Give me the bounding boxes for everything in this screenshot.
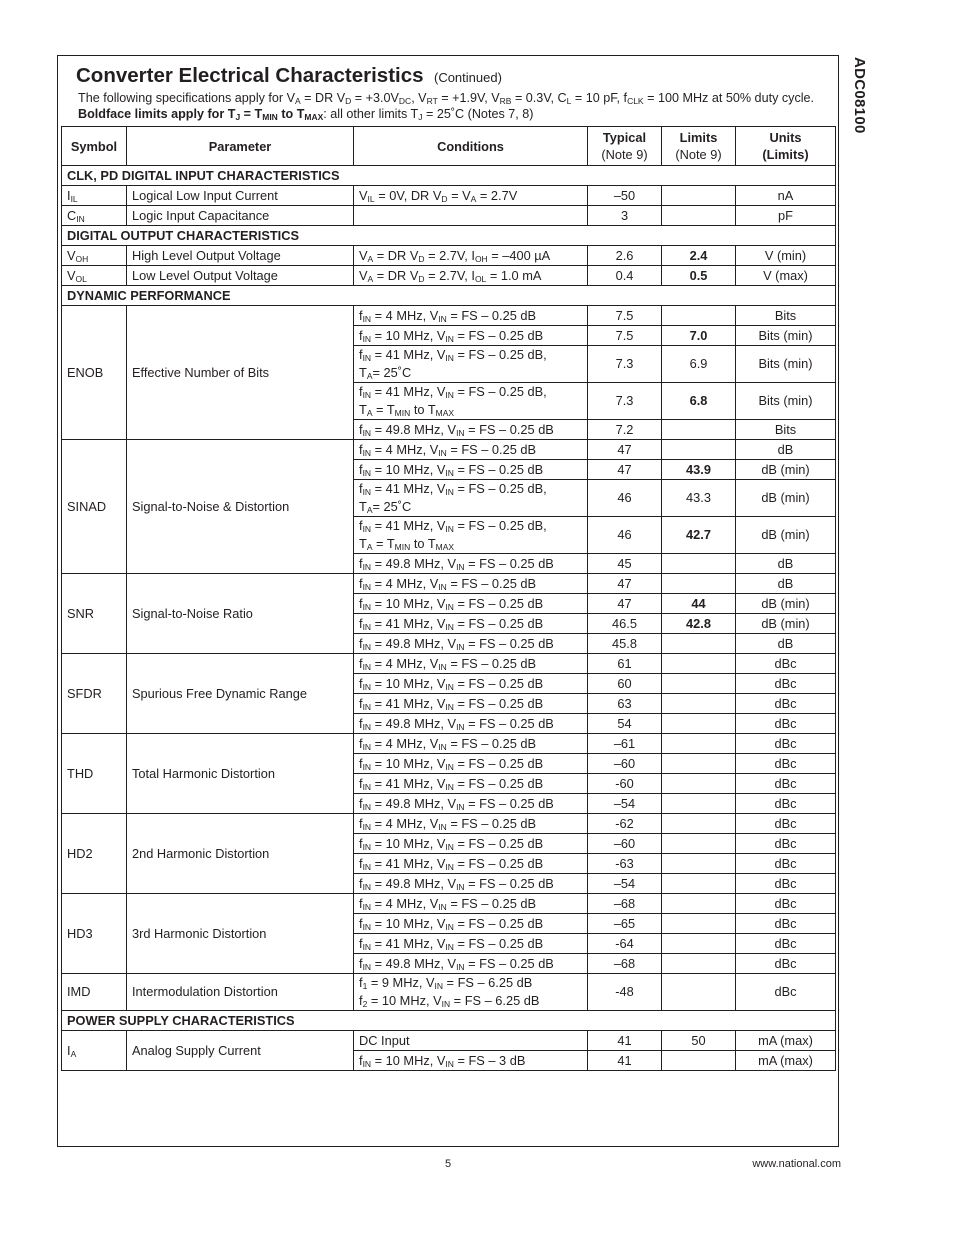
conditions-cell: $f_{IN} = 49.8$ MHz, $V_{IN}$ = FS – 0.25 dB [354,714,588,734]
parameter-cell: 2nd Harmonic Distortion [127,814,354,894]
units-cell: V (min) [736,246,836,266]
conditions-cell: $f_{IN} = 41$ MHz, $V_{IN}$ = FS – 0.25 dB [354,934,588,954]
limits-cell: 43.9 [662,460,736,480]
conditions-cell: $f_{IN} = 4$ MHz, $V_{IN}$ = FS – 0.25 dB [354,894,588,914]
limits-cell [662,894,736,914]
conditions-cell: $f_{IN} = 41$ MHz, $V_{IN}$ = FS – 0.25 dB, $T_A = T_{MIN}$ to $T_{MAX}$ [354,383,588,420]
limits-cell: 50 [662,1031,736,1051]
limits-cell [662,714,736,734]
typical-cell: 7.3 [588,383,662,420]
limits-cell: 43.3 [662,480,736,517]
parameter-cell: Logic Input Capacitance [127,206,354,226]
section-header-row [62,226,836,246]
limits-cell [662,574,736,594]
conditions-cell: $f_{IN} = 10$ MHz, $V_{IN}$ = FS – 0.25 dB [354,460,588,480]
symbol-cell: HD2 [62,814,127,894]
symbol-cell: THD [62,734,127,814]
typical-cell: -63 [588,854,662,874]
units-cell: Bits (min) [736,346,836,383]
typical-cell: 46 [588,480,662,517]
conditions-cell: $f_{IN} = 10$ MHz, $V_{IN}$ = FS – 0.25 dB [354,594,588,614]
conditions-cell: $f_{IN} = 4$ MHz, $V_{IN}$ = FS – 0.25 dB [354,654,588,674]
limits-cell [662,834,736,854]
parameter-cell: High Level Output Voltage [127,246,354,266]
header-parameter: Parameter [127,127,354,166]
typical-cell: -64 [588,934,662,954]
units-cell: mA (max) [736,1031,836,1051]
symbol-cell: $I_{IL}$ [62,186,127,206]
limits-cell: 7.0 [662,326,736,346]
typical-cell: 3 [588,206,662,226]
units-cell: Bits (min) [736,326,836,346]
typical-cell: 47 [588,594,662,614]
limits-cell: 6.8 [662,383,736,420]
conditions-cell: $f_{IN} = 10$ MHz, $V_{IN}$ = FS – 0.25 dB [354,754,588,774]
limits-cell [662,934,736,954]
conditions-cell: $f_{IN} = 10$ MHz, $V_{IN}$ = FS – 3 dB [354,1051,588,1071]
specification-conditions-text: The following specifications apply for $V_A$ = DR $V_D = +3.0V_{DC}$, $V_{RT} = +1.9V$, $V_{RB} = 0.3V$, $C_L = 10$ pF, $f_{CLK} = 100$ MHz at 50% duty cycle. Boldface limits apply for $T_J = T_{MIN}$ to $T_{MAX}$: all other limits $T_J$ = 25˚C (Notes 7, 8) [78,91,815,122]
units-cell: dBc [736,834,836,854]
header-conditions: Conditions [354,127,588,166]
parameter-cell: 3rd Harmonic Distortion [127,894,354,974]
units-cell: V (max) [736,266,836,286]
units-cell: dBc [736,794,836,814]
typical-cell: 46 [588,517,662,554]
typical-cell: 41 [588,1051,662,1071]
conditions-cell: DC Input [354,1031,588,1051]
parameter-cell: Low Level Output Voltage [127,266,354,286]
units-cell: dB (min) [736,480,836,517]
limits-cell [662,754,736,774]
conditions-cell: $f_{IN} = 10$ MHz, $V_{IN}$ = FS – 0.25 dB [354,914,588,934]
typical-cell: 54 [588,714,662,734]
units-cell: dB [736,440,836,460]
units-cell: dBc [736,754,836,774]
limits-cell [662,974,736,1011]
limits-cell [662,206,736,226]
limits-cell [662,874,736,894]
conditions-cell: $f_{IN} = 4$ MHz, $V_{IN}$ = FS – 0.25 dB [354,440,588,460]
table-row [62,1031,836,1051]
table-row [62,206,836,226]
table-row [62,894,836,914]
units-cell: dBc [736,734,836,754]
typical-cell: 7.2 [588,420,662,440]
typical-cell: 45 [588,554,662,574]
conditions-cell: $f_{IN} = 49.8$ MHz, $V_{IN}$ = FS – 0.25 dB [354,420,588,440]
conditions-cell: $f_{IN} = 10$ MHz, $V_{IN}$ = FS – 0.25 dB [354,834,588,854]
table-row [62,814,836,834]
table-row [62,186,836,206]
units-cell: dBc [736,914,836,934]
section-title-cell: DYNAMIC PERFORMANCE [62,286,836,306]
limits-cell [662,654,736,674]
section-title-cell: CLK, PD DIGITAL INPUT CHARACTERISTICS [62,166,836,186]
typical-cell: –65 [588,914,662,934]
typical-cell: 61 [588,654,662,674]
limits-cell [662,854,736,874]
units-cell: Bits [736,420,836,440]
section-header-row [62,286,836,306]
parameter-cell: Spurious Free Dynamic Range [127,654,354,734]
table-header-row [62,127,836,166]
units-cell: dBc [736,894,836,914]
typical-cell: 7.5 [588,326,662,346]
typical-cell: 63 [588,694,662,714]
limits-cell [662,634,736,654]
conditions-cell: $f_{IN} = 4$ MHz, $V_{IN}$ = FS – 0.25 dB [354,814,588,834]
typical-cell: -48 [588,974,662,1011]
section-header-row [62,166,836,186]
website-url: www.national.com [752,1158,841,1170]
units-cell: mA (max) [736,1051,836,1071]
conditions-cell: $V_{IL} = 0V$, DR $V_D = V_A = 2.7V$ [354,186,588,206]
typical-cell: 45.8 [588,634,662,654]
units-cell: dBc [736,934,836,954]
units-cell: dBc [736,654,836,674]
limits-cell [662,694,736,714]
units-cell: dB (min) [736,594,836,614]
header-symbol: Symbol [62,127,127,166]
table-row [62,734,836,754]
table-row [62,266,836,286]
header-units: Units (Limits) [736,127,836,166]
conditions-cell: $f_{IN} = 49.8$ MHz, $V_{IN}$ = FS – 0.25 dB [354,554,588,574]
symbol-cell: $C_{IN}$ [62,206,127,226]
conditions-cell: $f_{IN} = 41$ MHz, $V_{IN}$ = FS – 0.25 dB [354,774,588,794]
conditions-cell: $V_A$ = DR $V_D = 2.7V$, $I_{OL} = 1.0$ mA [354,266,588,286]
typical-cell: -62 [588,814,662,834]
table-row [62,974,836,1011]
conditions-cell: $f_{IN} = 41$ MHz, $V_{IN}$ = FS – 0.25 dB [354,614,588,634]
limits-cell: 44 [662,594,736,614]
typical-cell: –61 [588,734,662,754]
symbol-cell: SFDR [62,654,127,734]
limits-cell [662,186,736,206]
symbol-cell: $V_{OL}$ [62,266,127,286]
units-cell: dBc [736,854,836,874]
parameter-cell: Total Harmonic Distortion [127,734,354,814]
units-cell: Bits (min) [736,383,836,420]
typical-cell: 7.3 [588,346,662,383]
typical-cell: –60 [588,754,662,774]
conditions-cell: $f_1 = 9$ MHz, $V_{IN}$ = FS – 6.25 dB $f_2 = 10$ MHz, $V_{IN}$ = FS – 6.25 dB [354,974,588,1011]
conditions-cell: $f_{IN} = 4$ MHz, $V_{IN}$ = FS – 0.25 dB [354,574,588,594]
conditions-cell: $V_A$ = DR $V_D = 2.7V$, $I_{OH} = -400$ µA [354,246,588,266]
conditions-cell: $f_{IN} = 41$ MHz, $V_{IN}$ = FS – 0.25 dB, $T_A = T_{MIN}$ to $T_{MAX}$ [354,517,588,554]
conditions-cell: $f_{IN} = 49.8$ MHz, $V_{IN}$ = FS – 0.25 dB [354,954,588,974]
units-cell: dBc [736,674,836,694]
limits-cell [662,734,736,754]
symbol-cell: SINAD [62,440,127,574]
units-cell: dB [736,634,836,654]
limits-cell: 0.5 [662,266,736,286]
conditions-cell: $f_{IN} = 10$ MHz, $V_{IN}$ = FS – 0.25 dB [354,326,588,346]
limits-cell [662,1051,736,1071]
limits-cell [662,794,736,814]
table-row [62,246,836,266]
conditions-cell: $f_{IN} = 4$ MHz, $V_{IN}$ = FS – 0.25 dB [354,734,588,754]
units-cell: dBc [736,714,836,734]
typical-cell: 60 [588,674,662,694]
units-cell: dB [736,554,836,574]
part-number-side-label: ADC08100 [851,57,868,134]
typical-cell: –54 [588,874,662,894]
conditions-cell [354,206,588,226]
units-cell: dB (min) [736,460,836,480]
typical-cell: -60 [588,774,662,794]
units-cell: dBc [736,694,836,714]
typical-cell: –68 [588,954,662,974]
limits-cell [662,814,736,834]
typical-cell: –60 [588,834,662,854]
conditions-cell: $f_{IN} = 41$ MHz, $V_{IN}$ = FS – 0.25 dB [354,854,588,874]
limits-cell: 42.8 [662,614,736,634]
header-typical: Typical (Note 9) [588,127,662,166]
limits-cell [662,420,736,440]
title-suffix: (Continued) [433,70,502,85]
typical-cell: –50 [588,186,662,206]
limits-cell [662,954,736,974]
symbol-cell: ENOB [62,306,127,440]
section-title: Converter Electrical Characteristics [76,64,424,87]
limits-cell [662,774,736,794]
parameter-cell: Effective Number of Bits [127,306,354,440]
section-title-block [76,64,502,88]
parameter-cell: Intermodulation Distortion [127,974,354,1011]
electrical-characteristics-table [61,126,836,1071]
units-cell: dB (min) [736,517,836,554]
typical-cell: 2.6 [588,246,662,266]
table-row [62,654,836,674]
header-limits: Limits (Note 9) [662,127,736,166]
units-cell: nA [736,186,836,206]
limits-cell: 6.9 [662,346,736,383]
units-cell: Bits [736,306,836,326]
symbol-cell: HD3 [62,894,127,974]
typical-cell: –54 [588,794,662,814]
typical-cell: 0.4 [588,266,662,286]
units-cell: dBc [736,954,836,974]
table-row [62,306,836,326]
conditions-cell: $f_{IN} = 49.8$ MHz, $V_{IN}$ = FS – 0.25 dB [354,794,588,814]
parameter-cell: Analog Supply Current [127,1031,354,1071]
units-cell: dB (min) [736,614,836,634]
conditions-cell: $f_{IN} = 41$ MHz, $V_{IN}$ = FS – 0.25 dB [354,694,588,714]
limits-cell [662,554,736,574]
typical-cell: 47 [588,460,662,480]
limits-cell: 42.7 [662,517,736,554]
units-cell: dBc [736,814,836,834]
table-body [62,166,836,1071]
units-cell: dBc [736,874,836,894]
conditions-cell: $f_{IN} = 10$ MHz, $V_{IN}$ = FS – 0.25 dB [354,674,588,694]
limits-cell [662,306,736,326]
conditions-cell: $f_{IN} = 49.8$ MHz, $V_{IN}$ = FS – 0.25 dB [354,634,588,654]
section-title-cell: POWER SUPPLY CHARACTERISTICS [62,1011,836,1031]
section-header-row [62,1011,836,1031]
units-cell: pF [736,206,836,226]
conditions-cell: $f_{IN} = 41$ MHz, $V_{IN}$ = FS – 0.25 dB, $T_A=$ 25˚C [354,346,588,383]
limits-cell [662,674,736,694]
page-number: 5 [445,1158,452,1170]
conditions-cell: $f_{IN} = 41$ MHz, $V_{IN}$ = FS – 0.25 dB, $T_A=$ 25˚C [354,480,588,517]
parameter-cell: Logical Low Input Current [127,186,354,206]
parameter-cell: Signal-to-Noise Ratio [127,574,354,654]
units-cell: dBc [736,974,836,1011]
typical-cell: 7.5 [588,306,662,326]
units-cell: dBc [736,774,836,794]
typical-cell: 47 [588,574,662,594]
table-row [62,574,836,594]
symbol-cell: $I_A$ [62,1031,127,1071]
limits-cell [662,914,736,934]
typical-cell: –68 [588,894,662,914]
conditions-cell: $f_{IN} = 49.8$ MHz, $V_{IN}$ = FS – 0.25 dB [354,874,588,894]
limits-cell [662,440,736,460]
symbol-cell: IMD [62,974,127,1011]
typical-cell: 46.5 [588,614,662,634]
parameter-cell: Signal-to-Noise & Distortion [127,440,354,574]
conditions-cell: $f_{IN} = 4$ MHz, $V_{IN}$ = FS – 0.25 dB [354,306,588,326]
symbol-cell: SNR [62,574,127,654]
symbol-cell: $V_{OH}$ [62,246,127,266]
typical-cell: 41 [588,1031,662,1051]
units-cell: dB [736,574,836,594]
limits-cell: 2.4 [662,246,736,266]
table-row [62,440,836,460]
section-title-cell: DIGITAL OUTPUT CHARACTERISTICS [62,226,836,246]
typical-cell: 47 [588,440,662,460]
